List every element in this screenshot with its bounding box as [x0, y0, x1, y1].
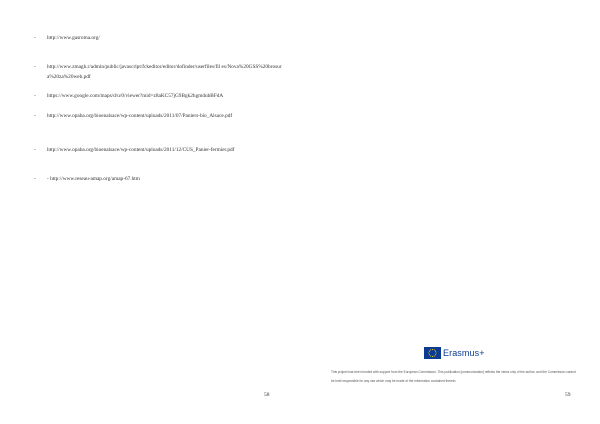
reference-link[interactable] — [34, 112, 284, 146]
reference-link[interactable] — [34, 146, 284, 175]
reference-link-text[interactable]: https://www.google.com/maps/d/u/0/viewer?mid=z8aKC57jG9Bgk2hgmdubBFdA — [47, 93, 224, 99]
reference-link-text[interactable]: - http://www.reseau-amap.org/amap-67.htm — [47, 176, 140, 182]
funding-disclaimer: This project has been funded with support from the European Commission. This publication [communication] reflects the views only of the author, and the Commission cannot be held responsible for any use which may be made of the information contained therein. — [331, 370, 576, 383]
reference-link-text[interactable]: http://www.opaba.org/bioenalsace/wp-content/uploads/2011/07/Paniers-bio_Alsace.pdf — [47, 113, 233, 119]
right-page — [300, 0, 600, 424]
list-bullet: - — [34, 64, 36, 70]
list-bullet: - — [34, 176, 36, 182]
erasmus-logo-text: Erasmus+ — [443, 348, 485, 358]
reference-link-text[interactable]: http://www.zmagh.r/admin/public/javascript/fckeditor/editor/dofinder/userfiles/fil es/Nova%20GSS%20brosura%20za%20web.pdf — [47, 64, 282, 80]
reference-link[interactable] — [34, 63, 284, 92]
list-bullet: - — [34, 113, 36, 119]
reference-link-text[interactable]: http://www.gasroma.org/ — [47, 35, 100, 41]
reference-link-text[interactable]: http://www.opaba.org/bioenalsace/wp-content/uploads/2011/12/CUS_Panier-fermier.pdf — [47, 147, 235, 153]
eu-flag-icon — [424, 347, 441, 359]
erasmus-plus-logo — [424, 347, 485, 359]
reference-link-list — [34, 34, 284, 195]
page-number: 59 — [565, 392, 571, 398]
list-bullet: - — [34, 35, 36, 41]
reference-link[interactable] — [34, 92, 284, 112]
list-bullet: - — [34, 93, 36, 99]
page-number: 58 — [264, 392, 270, 398]
reference-link[interactable] — [34, 34, 284, 63]
reference-link[interactable] — [34, 175, 284, 195]
list-bullet: - — [34, 147, 36, 153]
